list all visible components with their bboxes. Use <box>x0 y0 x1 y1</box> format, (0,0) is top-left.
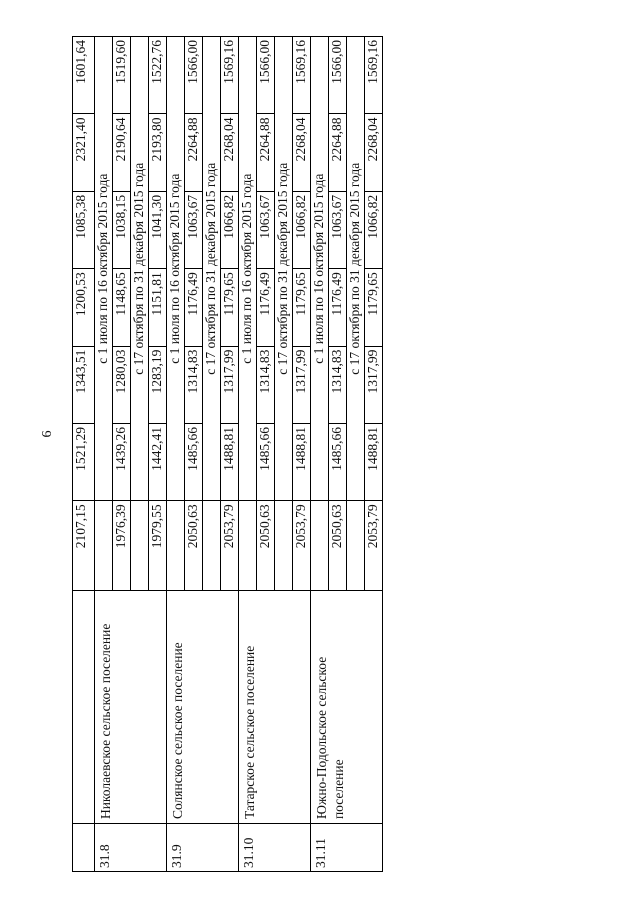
value-cell: 1488,81 <box>365 424 383 501</box>
value-cell: 2190,64 <box>113 114 131 191</box>
period-label: с 17 октября по 31 декабря 2015 года <box>131 37 149 501</box>
value-cell: 2107,15 <box>73 501 95 590</box>
settlement-name: Южно-Подольское сельское поселение <box>311 590 383 823</box>
value-cell: 1066,82 <box>221 191 239 268</box>
value-cell: 1176,49 <box>185 269 203 346</box>
settlement-name: Татарское сельское поселение <box>239 590 311 823</box>
value-cell: 1317,99 <box>365 346 383 423</box>
value-cell: 1148,65 <box>113 269 131 346</box>
value-cell: 1519,60 <box>113 37 131 114</box>
table-row <box>167 37 185 872</box>
value-cell: 2264,88 <box>257 114 275 191</box>
table-row <box>95 37 113 872</box>
value-cell: 1566,00 <box>257 37 275 114</box>
value-cell: 1179,65 <box>221 269 239 346</box>
value-cell: 1522,76 <box>149 37 167 114</box>
value-cell: 1488,81 <box>293 424 311 501</box>
value-cell: 1063,67 <box>257 191 275 268</box>
value-cell: 1283,19 <box>149 346 167 423</box>
period-label: с 1 июля по 16 октября 2015 года <box>311 37 329 501</box>
empty-cell <box>167 501 185 590</box>
value-cell: 1442,41 <box>149 424 167 501</box>
value-cell: 2050,63 <box>185 501 203 590</box>
row-index: 31.8 <box>95 824 167 872</box>
value-cell: 1439,26 <box>113 424 131 501</box>
row-index <box>73 824 95 872</box>
value-cell: 2053,79 <box>293 501 311 590</box>
table-row <box>73 37 95 872</box>
empty-cell <box>311 501 329 590</box>
empty-cell <box>275 501 293 590</box>
value-cell: 2050,63 <box>257 501 275 590</box>
table-row <box>239 37 257 872</box>
table-row <box>311 37 329 872</box>
empty-cell <box>347 501 365 590</box>
value-cell: 2264,88 <box>329 114 347 191</box>
row-index: 31.9 <box>167 824 239 872</box>
value-cell: 2053,79 <box>221 501 239 590</box>
value-cell: 1343,51 <box>73 346 95 423</box>
value-cell: 1979,55 <box>149 501 167 590</box>
value-cell: 1063,67 <box>329 191 347 268</box>
page-number: 6 <box>40 430 55 438</box>
value-cell: 1179,65 <box>293 269 311 346</box>
period-label: с 1 июля по 16 октября 2015 года <box>95 37 113 501</box>
empty-cell <box>131 501 149 590</box>
value-cell: 1317,99 <box>293 346 311 423</box>
value-cell: 1151,81 <box>149 269 167 346</box>
value-cell: 1566,00 <box>185 37 203 114</box>
settlement-name: Николаевское сельское поселение <box>95 590 167 823</box>
value-cell: 2264,88 <box>185 114 203 191</box>
value-cell: 1569,16 <box>293 37 311 114</box>
value-cell: 1566,00 <box>329 37 347 114</box>
value-cell: 1176,49 <box>257 269 275 346</box>
settlement-name <box>73 590 95 823</box>
value-cell: 1176,49 <box>329 269 347 346</box>
value-cell: 2321,40 <box>73 114 95 191</box>
value-cell: 2268,04 <box>293 114 311 191</box>
table-body <box>73 37 383 872</box>
value-cell: 1066,82 <box>365 191 383 268</box>
value-cell: 1485,66 <box>329 424 347 501</box>
value-cell: 2268,04 <box>221 114 239 191</box>
value-cell: 1063,67 <box>185 191 203 268</box>
settlement-name: Солянское сельское поселение <box>167 590 239 823</box>
value-cell: 1200,53 <box>73 269 95 346</box>
value-cell: 1179,65 <box>365 269 383 346</box>
value-cell: 1280,03 <box>113 346 131 423</box>
value-cell: 1038,15 <box>113 191 131 268</box>
row-index: 31.11 <box>311 824 383 872</box>
period-label: с 17 октября по 31 декабря 2015 года <box>275 37 293 501</box>
value-cell: 1314,83 <box>329 346 347 423</box>
value-cell: 1085,38 <box>73 191 95 268</box>
period-label: с 1 июля по 16 октября 2015 года <box>239 37 257 501</box>
period-label: с 17 октября по 31 декабря 2015 года <box>203 37 221 501</box>
value-cell: 1485,66 <box>185 424 203 501</box>
value-cell: 1569,16 <box>221 37 239 114</box>
value-cell: 1485,66 <box>257 424 275 501</box>
value-cell: 1041,30 <box>149 191 167 268</box>
value-cell: 1317,99 <box>221 346 239 423</box>
value-cell: 1488,81 <box>221 424 239 501</box>
value-cell: 2193,80 <box>149 114 167 191</box>
value-cell: 1066,82 <box>293 191 311 268</box>
empty-cell <box>95 501 113 590</box>
value-cell: 1569,16 <box>365 37 383 114</box>
value-cell: 2050,63 <box>329 501 347 590</box>
tariff-table <box>72 36 383 872</box>
value-cell: 1601,64 <box>73 37 95 114</box>
period-label: с 1 июля по 16 октября 2015 года <box>167 37 185 501</box>
value-cell: 1521,29 <box>73 424 95 501</box>
value-cell: 1314,83 <box>185 346 203 423</box>
value-cell: 1976,39 <box>113 501 131 590</box>
rotated-table-container <box>72 36 380 872</box>
empty-cell <box>203 501 221 590</box>
empty-cell <box>239 501 257 590</box>
row-index: 31.10 <box>239 824 311 872</box>
value-cell: 2268,04 <box>365 114 383 191</box>
value-cell: 1314,83 <box>257 346 275 423</box>
period-label: с 17 октября по 31 декабря 2015 года <box>347 37 365 501</box>
value-cell: 2053,79 <box>365 501 383 590</box>
